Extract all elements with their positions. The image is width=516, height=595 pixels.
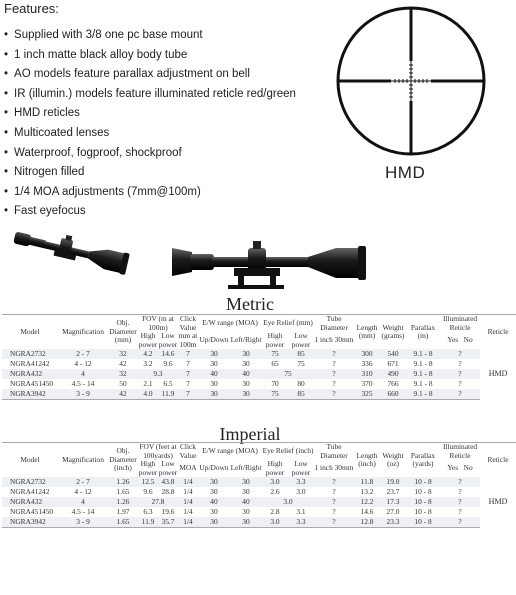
riflescope-image-side — [168, 236, 368, 298]
table-cell: 2.8 — [270, 507, 280, 516]
col-illum-yes: Yes — [447, 335, 459, 345]
col-length: Length (mm) — [356, 322, 378, 340]
table-cell: 12.8 — [354, 517, 380, 528]
col-fov-low: Low power — [158, 459, 178, 477]
table-cell: 75 — [262, 389, 288, 400]
table-cell: 10 - 8 — [406, 477, 440, 487]
feature-item: • HMD reticles — [4, 104, 334, 124]
table-cell: 75 — [262, 369, 314, 379]
table-cell: 300 — [354, 349, 380, 359]
table-cell: 325 — [354, 389, 380, 400]
table-cell: ? — [332, 487, 336, 496]
table-cell: ? — [314, 517, 354, 528]
table-cell: ? — [440, 389, 480, 400]
table-row — [2, 477, 516, 487]
col-obj-diameter: Obj. Diameter (inch) — [109, 446, 137, 473]
col-ew-up: Up/Down — [199, 335, 229, 345]
col-tube-diameter: Tube Diameter — [320, 442, 348, 460]
table-cell: 30 — [242, 379, 250, 388]
table-cell: 75 — [297, 359, 305, 368]
col-illum-yes-no — [440, 460, 480, 477]
table-cell: 10 - 8 — [406, 517, 440, 528]
col-illum-yes: Yes — [447, 463, 459, 473]
col-reticle: Reticle — [487, 326, 509, 336]
col-magnification: Magnification — [62, 454, 104, 464]
col-model: Model — [20, 454, 40, 464]
col-eye-relief: Eye Relief (mm) — [263, 318, 313, 328]
table-cell: 2.6 — [270, 487, 280, 496]
table-cell: 6.5 — [163, 379, 173, 388]
table-cell: 1.97 — [116, 507, 130, 516]
table-cell: 65 — [271, 359, 279, 368]
table-cell: 1/4 — [178, 497, 198, 507]
table-cell: 30 — [198, 517, 230, 528]
table-cell: 7 — [178, 349, 198, 359]
col-click-value: Click Value — [179, 442, 197, 460]
table-cell: 10 - 8 — [414, 487, 432, 496]
table-cell: 9.1 - 8 — [413, 359, 433, 368]
table-cell: 7 — [186, 379, 190, 388]
table-cell: 3 - 9 — [58, 517, 108, 528]
table-cell: 23.7 — [386, 487, 400, 496]
table-cell: 10 - 8 — [414, 507, 432, 516]
metric-table-body — [2, 349, 516, 400]
col-model: Model — [20, 326, 40, 336]
col-eye-high: High power — [265, 331, 285, 349]
col-ew-lr: Left/Right — [230, 335, 262, 345]
table-cell: 1/4 — [183, 487, 193, 496]
table-cell: 660 — [380, 389, 406, 400]
table-row — [2, 349, 516, 359]
table-cell: ? — [440, 517, 480, 528]
table-cell: 1/4 — [178, 517, 198, 528]
reticle-label: HMD — [385, 163, 426, 182]
table-row — [2, 359, 516, 369]
table-row — [2, 517, 516, 528]
col-illum-no: No — [463, 463, 473, 473]
feature-item: • 1/4 MOA adjustments (7mm@100m) — [4, 183, 334, 203]
table-cell: 40 — [198, 497, 230, 507]
table-cell: 9.6 — [163, 359, 173, 368]
table-cell: ? — [458, 359, 462, 368]
table-cell: 3.3 — [288, 517, 314, 528]
table-cell: 30 — [198, 349, 230, 359]
feature-item: • Supplied with 3/8 one pc base mount — [4, 26, 334, 46]
table-cell: ? — [440, 369, 480, 379]
feature-item: • IR (illumin.) models feature illuminated reticle red/green — [4, 85, 334, 105]
table-cell: ? — [314, 369, 354, 379]
table-cell: 30 — [210, 487, 218, 496]
table-cell: ? — [440, 349, 480, 359]
table-cell: ? — [440, 497, 480, 507]
table-cell: 6.3 — [143, 507, 153, 516]
table-cell: 30 — [230, 477, 262, 487]
table-cell: 11.8 — [354, 477, 380, 487]
table-cell: 50 — [119, 379, 127, 388]
table-cell: 3 - 9 — [58, 389, 108, 400]
table-cell: 28.8 — [161, 487, 175, 496]
feature-item: • Nitrogen filled — [4, 163, 334, 183]
imperial-table-body — [2, 477, 516, 528]
metric-spec-table — [2, 314, 516, 400]
hmd-reticle-diagram — [335, 5, 487, 157]
table-cell: 40 — [198, 369, 230, 379]
table-cell: 12.5 — [138, 477, 158, 487]
table-row — [2, 487, 516, 497]
table-cell: 30 — [230, 349, 262, 359]
col-illuminated: Illuminated Reticle — [442, 314, 478, 332]
table-cell: 32 — [108, 349, 138, 359]
table-cell: 7 — [178, 369, 198, 379]
table-cell: 4 — [58, 497, 108, 507]
col-click-value: Click Value mm at 100m — [178, 314, 198, 349]
table-cell: NGRA2732 — [2, 477, 58, 487]
table-cell: 4 - 12 — [74, 359, 92, 368]
col-fov-low: Low power — [158, 331, 178, 349]
col-obj-diameter: Obj. Diameter (mm) — [109, 318, 137, 345]
table-cell: 3.1 — [296, 507, 306, 516]
col-eye-high: High power — [265, 459, 285, 477]
col-illum-no: No — [463, 335, 473, 345]
table-cell: ? — [332, 359, 336, 368]
table-cell: 1/4 — [178, 477, 198, 487]
table-cell: 32 — [108, 369, 138, 379]
table-cell: 490 — [380, 369, 406, 379]
table-cell: 7 — [178, 389, 198, 400]
table-cell: ? — [332, 379, 336, 388]
table-cell: 9.1 - 8 — [406, 389, 440, 400]
table-row — [2, 497, 516, 507]
col-length: Length (inch) — [356, 450, 378, 468]
table-cell: 30 — [210, 359, 218, 368]
col-fov: FOV (m at 100m) — [142, 314, 174, 332]
table-cell: 9.1 - 8 — [413, 379, 433, 388]
table-cell: 3.0 — [296, 487, 306, 496]
table-cell: 4 — [58, 369, 108, 379]
table-cell: 80 — [297, 379, 305, 388]
table-cell: 671 — [387, 359, 399, 368]
table-cell: 766 — [387, 379, 399, 388]
reticle-value: HMD — [480, 477, 516, 528]
table-cell: 1.26 — [108, 477, 138, 487]
table-cell: 1.65 — [116, 487, 130, 496]
table-cell: 2 - 7 — [58, 349, 108, 359]
table-cell: 40 — [230, 497, 262, 507]
table-cell: 3.2 — [143, 359, 153, 368]
table-cell: 30 — [230, 517, 262, 528]
table-cell: 7 — [186, 359, 190, 368]
table-cell: ? — [314, 349, 354, 359]
col-reticle: Reticle — [487, 454, 509, 464]
table-cell: NGRA451450 — [10, 379, 54, 388]
table-cell: NGRA3942 — [2, 517, 58, 528]
table-cell: NGRA451450 — [10, 507, 54, 516]
feature-item: • AO models feature parallax adjustment on bell — [4, 65, 334, 85]
table-cell: NGRA41242 — [10, 487, 50, 496]
table-cell: 4.5 - 14 — [71, 379, 95, 388]
table-cell: ? — [332, 507, 336, 516]
table-cell: 85 — [288, 349, 314, 359]
col-ew-range: E/W range (MOA) — [202, 318, 258, 328]
table-cell: 3.0 — [262, 497, 314, 507]
table-cell: 9.6 — [143, 487, 153, 496]
table-cell: 9.1 - 8 — [406, 369, 440, 379]
table-cell: 2 - 7 — [58, 477, 108, 487]
table-cell: 43.8 — [158, 477, 178, 487]
col-eye-relief: Eye Relief (inch) — [262, 446, 314, 456]
table-cell: ? — [314, 497, 354, 507]
table-cell: 3.0 — [262, 517, 288, 528]
table-row — [2, 507, 516, 517]
col-illuminated: Illuminated Reticle — [442, 442, 478, 460]
table-cell: 3.3 — [288, 477, 314, 487]
col-weight: Weight (oz) — [382, 450, 404, 468]
table-cell: 40 — [230, 369, 262, 379]
table-cell: 4.5 - 14 — [71, 507, 95, 516]
table-cell: 11.9 — [138, 517, 158, 528]
table-cell: 10 - 8 — [406, 497, 440, 507]
col-tube-sub: 1 inch 30mm — [314, 463, 354, 473]
features-heading: Features: — [4, 1, 59, 16]
table-cell: 12.2 — [354, 497, 380, 507]
col-fov-high: High power — [138, 331, 158, 349]
table-cell: 30 — [242, 487, 250, 496]
table-cell: 370 — [361, 379, 373, 388]
table-cell: ? — [314, 477, 354, 487]
table-cell: 30 — [210, 379, 218, 388]
col-tube-diameter: Tube Diameter — [320, 314, 348, 332]
table-row — [2, 389, 516, 400]
reticle-value: HMD — [480, 349, 516, 400]
table-cell: 70 — [271, 379, 279, 388]
feature-item: • Fast eyefocus — [4, 202, 334, 222]
table-cell: 2.1 — [143, 379, 153, 388]
table-cell: 30 — [230, 389, 262, 400]
col-parallax: Parallax (m) — [410, 322, 436, 340]
col-tube-sub: 1 inch 30mm — [314, 335, 354, 345]
table-cell: 1.26 — [108, 497, 138, 507]
col-ew-range: E/W range (MOA) — [202, 446, 258, 456]
table-cell: 17.3 — [380, 497, 406, 507]
table-cell: 4.2 — [138, 349, 158, 359]
col-eye-low: Low power — [291, 331, 311, 349]
table-cell: 14.6 — [360, 507, 374, 516]
table-cell: 30 — [210, 507, 218, 516]
col-eye-low: Low power — [291, 459, 311, 477]
table-cell: 19.6 — [161, 507, 175, 516]
col-illum-yes-no — [440, 332, 480, 349]
col-magnification: Magnification — [62, 326, 104, 336]
table-cell: 13.2 — [360, 487, 374, 496]
col-weight: Weight (grams) — [381, 322, 405, 340]
table-cell: ? — [458, 507, 462, 516]
table-cell: 27.0 — [386, 507, 400, 516]
table-cell: 9.3 — [138, 369, 178, 379]
table-cell: NGRA41242 — [10, 359, 50, 368]
table-cell: 30 — [198, 477, 230, 487]
table-cell: 14.6 — [158, 349, 178, 359]
features-section — [4, 2, 334, 222]
table-cell: 42 — [108, 389, 138, 400]
table-cell: 540 — [380, 349, 406, 359]
table-cell: 23.3 — [380, 517, 406, 528]
table-cell: 336 — [361, 359, 373, 368]
table-cell: 4 - 12 — [74, 487, 92, 496]
feature-item: • Multicoated lenses — [4, 124, 334, 144]
table-cell: 1/4 — [183, 507, 193, 516]
table-cell: 11.9 — [158, 389, 178, 400]
table-cell: 310 — [354, 369, 380, 379]
col-parallax: Parallax (yards) — [410, 450, 436, 468]
metric-title: Metric — [226, 294, 274, 314]
table-cell: 85 — [288, 389, 314, 400]
table-cell: ? — [314, 389, 354, 400]
table-cell: 30 — [242, 507, 250, 516]
table-cell: 42 — [119, 359, 127, 368]
table-cell: 30 — [198, 389, 230, 400]
col-fov-high: High power — [138, 459, 158, 477]
features-list — [4, 26, 334, 222]
col-fov: FOV (feet at 100yards) — [139, 442, 177, 460]
riflescope-image-angled — [6, 226, 132, 284]
imperial-spec-table — [2, 442, 516, 528]
table-cell: NGRA432 — [2, 369, 58, 379]
table-cell: ? — [458, 487, 462, 496]
table-cell: 9.1 - 8 — [406, 349, 440, 359]
table-cell: NGRA3942 — [2, 389, 58, 400]
col-click-sub: MOA — [179, 463, 197, 473]
table-cell: 75 — [262, 349, 288, 359]
feature-item: • 1 inch matte black alloy body tube — [4, 46, 334, 66]
table-cell: 30 — [242, 359, 250, 368]
table-row — [2, 379, 516, 389]
table-cell: NGRA2732 — [2, 349, 58, 359]
imperial-title: Imperial — [219, 424, 281, 444]
table-cell: NGRA432 — [2, 497, 58, 507]
col-ew-lr: Left/Right — [230, 463, 262, 473]
table-cell: 27.8 — [138, 497, 178, 507]
table-row — [2, 369, 516, 379]
table-cell: 35.7 — [158, 517, 178, 528]
table-cell: 1.65 — [108, 517, 138, 528]
col-ew-up: Up/Down — [199, 463, 229, 473]
table-cell: ? — [440, 477, 480, 487]
feature-item: • Waterproof, fogproof, shockproof — [4, 144, 334, 164]
table-cell: 4.0 — [138, 389, 158, 400]
table-cell: ? — [458, 379, 462, 388]
table-cell: 3.0 — [262, 477, 288, 487]
table-cell: 19.0 — [380, 477, 406, 487]
